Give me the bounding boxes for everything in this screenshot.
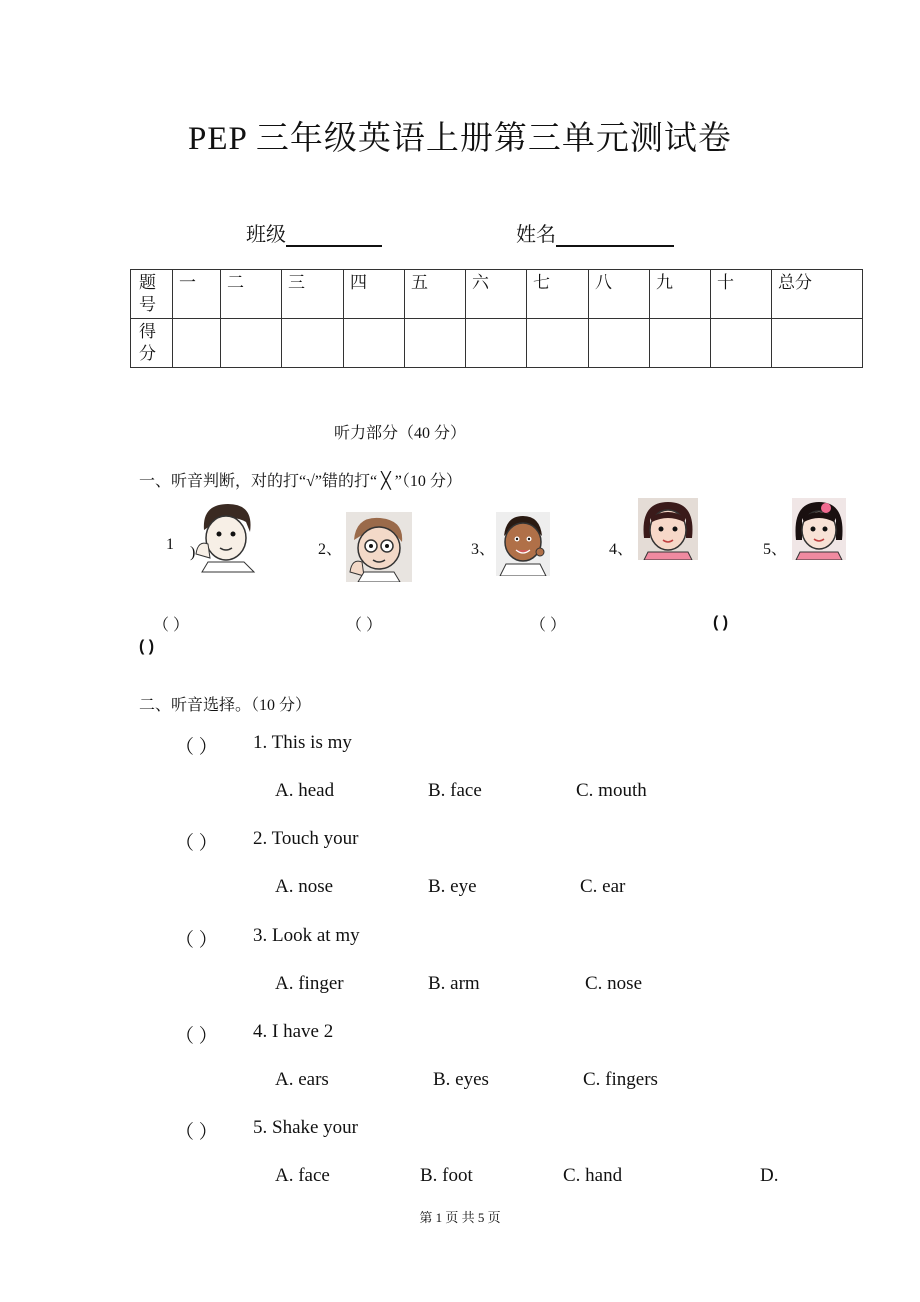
score-cell[interactable] bbox=[772, 319, 863, 368]
option: C. ear bbox=[580, 876, 626, 897]
listening-title: 听力部分（40 分） bbox=[334, 425, 467, 442]
section1-title: 一、听音判断，对的打“√”错的打“ ╳ ”（10 分） bbox=[139, 473, 462, 490]
question-stem: 1. This is my bbox=[253, 732, 352, 753]
score-label: 得分 bbox=[131, 319, 173, 368]
option: D. bbox=[760, 1165, 779, 1186]
column-header: 五 bbox=[405, 270, 466, 319]
name-label: 姓名 bbox=[516, 224, 556, 246]
option: C. mouth bbox=[576, 780, 647, 801]
option: A. nose bbox=[275, 876, 334, 897]
option: B. foot bbox=[420, 1165, 473, 1186]
option: B. face bbox=[428, 780, 482, 801]
answer-blank[interactable]: （ ） bbox=[175, 737, 218, 758]
answer-blank[interactable]: （ ） bbox=[175, 833, 218, 854]
column-header: 三 bbox=[282, 270, 344, 319]
option: A. head bbox=[275, 780, 335, 801]
score-cell[interactable] bbox=[221, 319, 282, 368]
page-footer: 第 1 页 共 5 页 bbox=[419, 1210, 501, 1225]
answer-blank-3[interactable]: （ ） bbox=[530, 617, 567, 634]
option: B. eyes bbox=[433, 1069, 489, 1090]
score-cell[interactable] bbox=[711, 319, 772, 368]
answer-blank-1[interactable]: （ ） bbox=[153, 617, 190, 634]
column-header: 总分 bbox=[772, 270, 863, 319]
answer-blank[interactable]: （ ） bbox=[175, 930, 218, 951]
option: C. hand bbox=[563, 1165, 623, 1186]
option: A. finger bbox=[275, 973, 344, 994]
score-cell[interactable] bbox=[282, 319, 344, 368]
option: C. fingers bbox=[583, 1069, 658, 1090]
column-header: 八 bbox=[589, 270, 650, 319]
section2-title: 二、听音选择。（10 分） bbox=[139, 697, 312, 714]
score-cell[interactable] bbox=[405, 319, 466, 368]
name-underline[interactable] bbox=[556, 223, 674, 247]
boy-with-glasses-picture bbox=[346, 512, 412, 582]
option: B. arm bbox=[428, 973, 480, 994]
column-header: 四 bbox=[344, 270, 405, 319]
item-number: 3、 bbox=[471, 541, 496, 558]
score-table bbox=[130, 269, 863, 368]
name-field[interactable] bbox=[516, 218, 674, 247]
score-cell[interactable] bbox=[589, 319, 650, 368]
column-header: 七 bbox=[527, 270, 589, 319]
answer-blank[interactable]: （ ） bbox=[175, 1026, 218, 1047]
option: A. ears bbox=[275, 1069, 329, 1090]
question-stem: 2. Touch your bbox=[253, 828, 359, 849]
column-header: 六 bbox=[466, 270, 527, 319]
class-field[interactable] bbox=[246, 218, 382, 247]
column-header: 十 bbox=[711, 270, 772, 319]
boy-dark-skin-picture bbox=[496, 512, 550, 576]
option: B. eye bbox=[428, 876, 477, 897]
question-stem: 3. Look at my bbox=[253, 925, 360, 946]
girl-face-picture-2 bbox=[792, 498, 846, 560]
item-paren: ) bbox=[190, 544, 196, 561]
item-number: 4、 bbox=[609, 541, 634, 558]
column-header: 九 bbox=[650, 270, 711, 319]
answer-blank-5[interactable]: ( ) bbox=[139, 638, 155, 655]
score-cell[interactable] bbox=[650, 319, 711, 368]
score-header-row bbox=[131, 270, 863, 319]
score-cell[interactable] bbox=[173, 319, 221, 368]
item-number: 1 bbox=[166, 536, 174, 553]
score-cell[interactable] bbox=[344, 319, 405, 368]
answer-blank-4[interactable]: ( ) bbox=[713, 614, 729, 631]
column-header: 二 bbox=[221, 270, 282, 319]
class-underline[interactable] bbox=[286, 223, 382, 247]
option: C. nose bbox=[585, 973, 642, 994]
score-cell[interactable] bbox=[527, 319, 589, 368]
question-stem: 5. Shake your bbox=[253, 1117, 359, 1138]
item-number: 5、 bbox=[763, 541, 788, 558]
option: A. face bbox=[275, 1165, 330, 1186]
answer-blank-2[interactable]: （ ） bbox=[346, 617, 383, 634]
girl-face-picture-1 bbox=[638, 498, 698, 560]
header-label: 题号 bbox=[131, 270, 173, 319]
answer-blank[interactable]: （ ） bbox=[175, 1122, 218, 1143]
page-title: PEP 三年级英语上册第三单元测试卷 bbox=[188, 121, 732, 157]
question-stem: 4. I have 2 bbox=[253, 1021, 334, 1042]
item-number: 2、 bbox=[318, 541, 343, 558]
score-row bbox=[131, 319, 863, 368]
score-cell[interactable] bbox=[466, 319, 527, 368]
class-label: 班级 bbox=[246, 224, 286, 246]
boy-face-picture-1 bbox=[194, 500, 258, 574]
column-header: 一 bbox=[173, 270, 221, 319]
